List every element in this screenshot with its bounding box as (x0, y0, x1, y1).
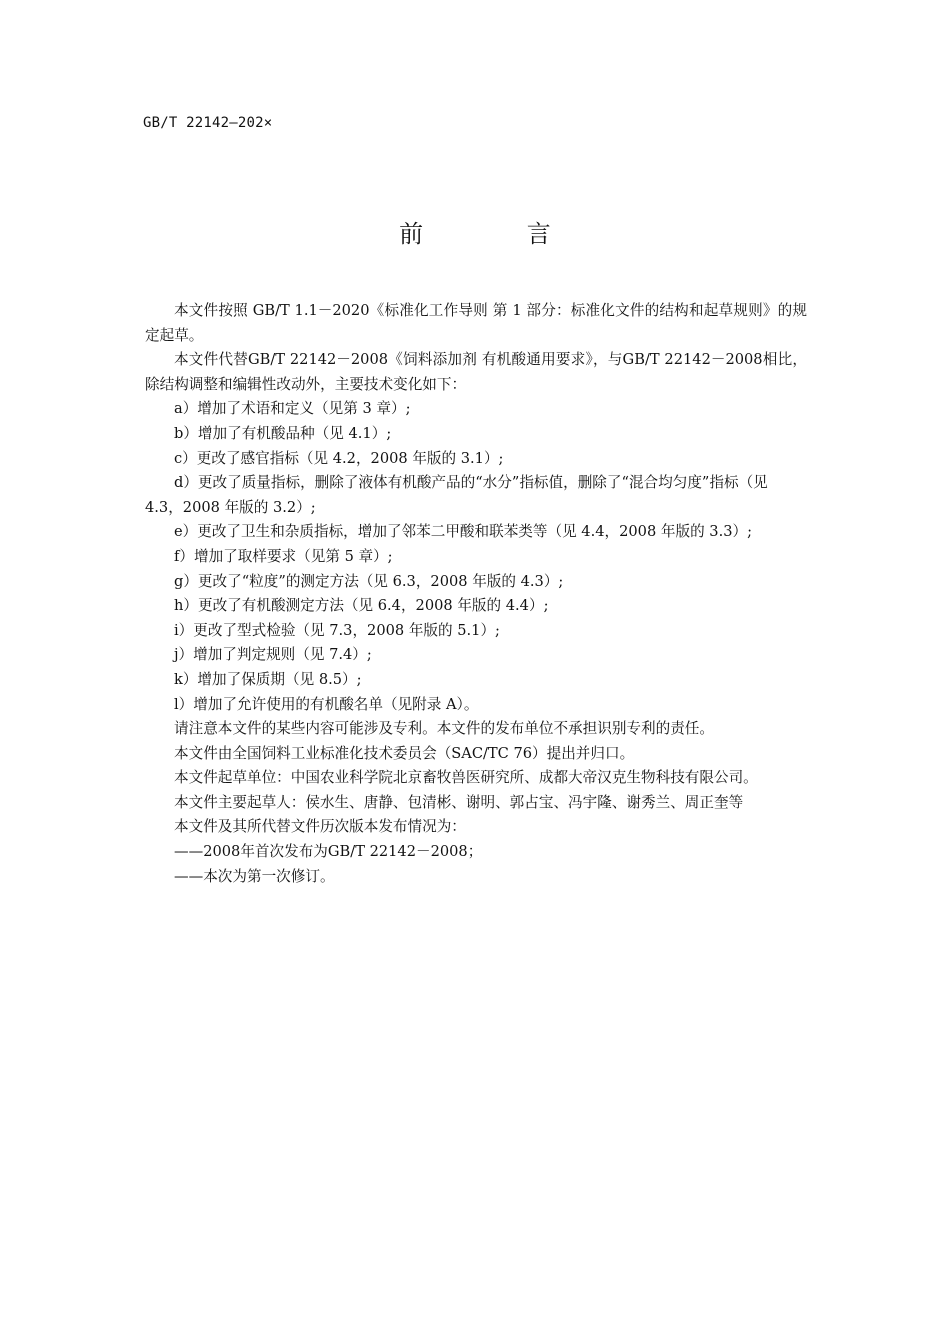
list-item: b）增加了有机酸品种（见 4.1）; (174, 424, 392, 442)
list-item: k）增加了保质期（见 8.5）; (174, 670, 362, 688)
list-item: f）增加了取样要求（见第 5 章）; (174, 547, 393, 565)
history-intro: 本文件及其所代替文件历次版本发布情况为： (174, 818, 466, 836)
drafting-units: 本文件起草单位：中国农业科学院北京畜牧兽医研究所、成都大帝汉克生物科技有限公司。 (174, 769, 758, 787)
proposer-statement: 本文件由全国饲料工业标准化技术委员会（SAC/TC 76）提出并归口。 (174, 744, 635, 762)
history-item: ——2008年首次发布为GB/T 22142－2008； (174, 843, 483, 861)
list-item: d）更改了质量指标，删除了液体有机酸产品的“水分”指标值，删除了“混合均匀度”指标（见 4.3，2008 年版的 3.2）; (145, 474, 768, 516)
history-item: ——本次为第一次修订。 (174, 867, 335, 885)
standard-code-header: GB/T 22142—202× (143, 115, 273, 131)
patent-notice: 请注意本文件的某些内容可能涉及专利。本文件的发布单位不承担识别专利的责任。 (174, 720, 714, 738)
list-item: j）增加了判定规则（见 7.4）; (174, 646, 372, 664)
version-history-list (145, 840, 807, 889)
page-title: 前 言 (399, 220, 599, 248)
main-drafters: 本文件主要起草人：侯水生、唐静、包清彬、谢明、郭占宝、冯宇隆、谢秀兰、周正奎等 (174, 793, 744, 811)
list-item: c）更改了感官指标（见 4.2，2008 年版的 3.1）; (174, 449, 504, 467)
replacement-paragraph: 本文件代替GB/T 22142－2008《饲料添加剂 有机酸通用要求》，与GB/T 22142－2008相比，除结构调整和编辑性改动外，主要技术变化如下： (145, 351, 807, 393)
list-item: i）更改了型式检验（见 7.3，2008 年版的 5.1）; (174, 621, 500, 639)
foreword-body (145, 299, 807, 889)
list-item: l）增加了允许使用的有机酸名单（见附录 A）。 (174, 695, 479, 713)
list-item: g）更改了“粒度”的测定方法（见 6.3，2008 年版的 4.3）; (174, 572, 564, 590)
list-item: h）更改了有机酸测定方法（见 6.4，2008 年版的 4.4）; (174, 597, 549, 615)
list-item: e）更改了卫生和杂质指标，增加了邻苯二甲酸和联苯类等（见 4.4，2008 年版的 3.3）; (174, 523, 753, 541)
drafting-rule-paragraph: 本文件按照 GB/T 1.1－2020《标准化工作导则 第 1 部分：标准化文件的结构和起草规则》的规定起草。 (145, 302, 807, 344)
technical-changes-list (145, 397, 807, 717)
list-item: a）增加了术语和定义（见第 3 章）; (174, 400, 411, 418)
